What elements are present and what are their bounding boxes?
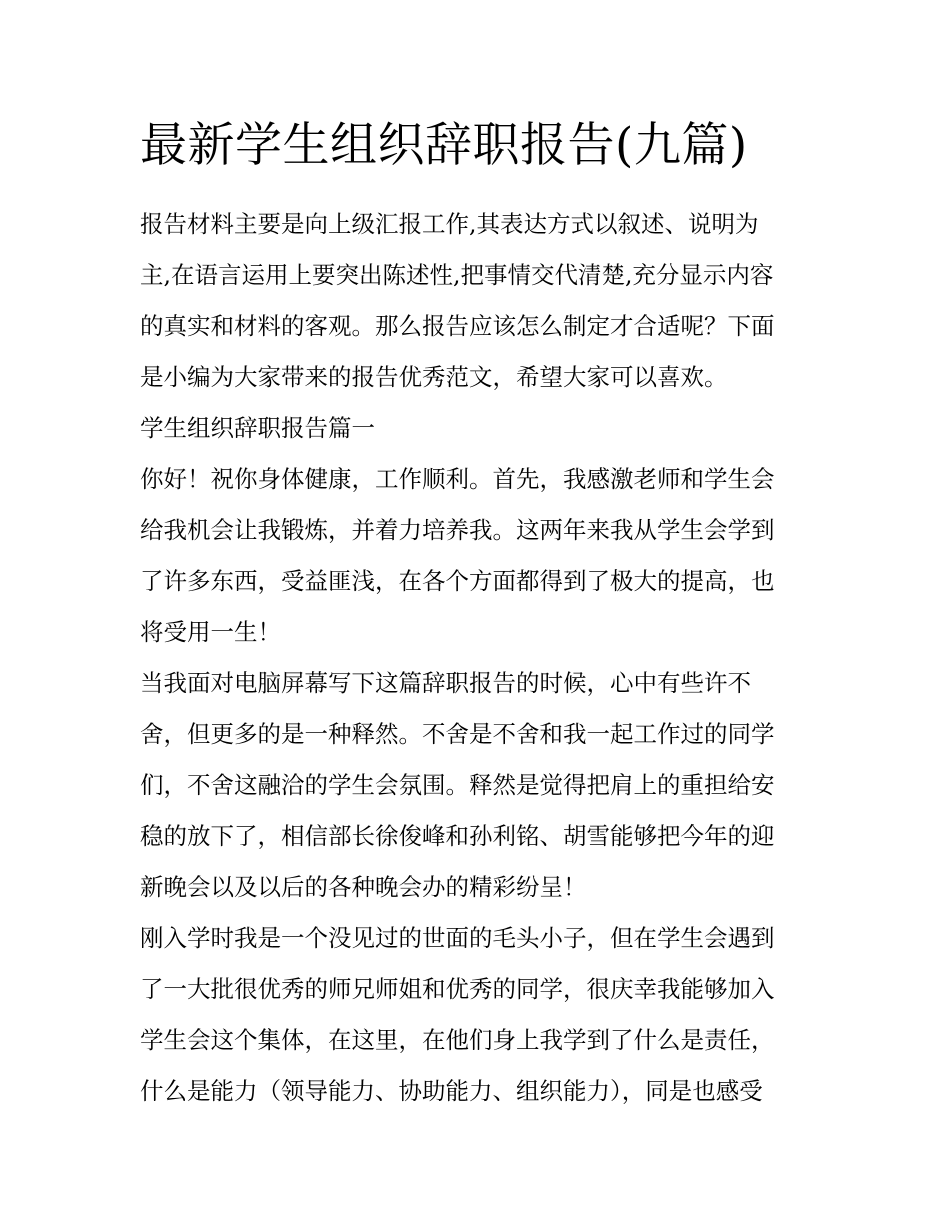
text-line: 是小编为大家带来的报告优秀范文，希望大家可以喜欢。: [140, 363, 728, 391]
section-heading: 学生组织辞职报告篇一: [140, 414, 375, 442]
text-line: 稳的放下了，相信部长徐俊峰和孙利铭、胡雪能够把今年的迎: [140, 822, 775, 850]
text-line: 给我机会让我锻炼，并着力培养我。这两年来我从学生会学到: [140, 516, 775, 544]
text-line: 了一大批很优秀的师兄师姐和优秀的同学，很庆幸我能够加入: [140, 975, 775, 1003]
text-line: 学生会这个集体，在这里，在他们身上我学到了什么是责任，: [140, 1026, 775, 1054]
text-line: 什么是能力（领导能力、协助能力、组织能力），同是也感受: [140, 1077, 763, 1105]
text-line: 当我面对电脑屏幕写下这篇辞职报告的时候，心中有些许不: [140, 669, 751, 697]
text-line: 新晚会以及以后的各种晚会办的精彩纷呈！: [140, 873, 587, 901]
text-line: 了许多东西，受益匪浅，在各个方面都得到了极大的提高，也: [140, 567, 775, 595]
text-line: 刚入学时我是一个没见过的世面的毛头小子，但在学生会遇到: [140, 924, 775, 952]
text-line: 们，不舍这融洽的学生会氛围。释然是觉得把肩上的重担给安: [140, 771, 775, 799]
text-line: 报告材料主要是向上级汇报工作,其表达方式以叙述、说明为: [140, 210, 759, 238]
text-line: 将受用一生！: [140, 618, 281, 646]
text-line: 你好！祝你身体健康，工作顺利。首先，我感激老师和学生会: [140, 465, 775, 493]
document-body: [140, 199, 812, 1117]
document-title: 最新学生组织辞职报告(九篇): [140, 118, 748, 173]
text-line: 的真实和材料的客观。那么报告应该怎么制定才合适呢？下面: [140, 312, 775, 340]
text-line: 舍，但更多的是一种释然。不舍是不舍和我一起工作过的同学: [140, 720, 775, 748]
text-line: 主,在语言运用上要突出陈述性,把事情交代清楚,充分显示内容: [140, 261, 774, 289]
